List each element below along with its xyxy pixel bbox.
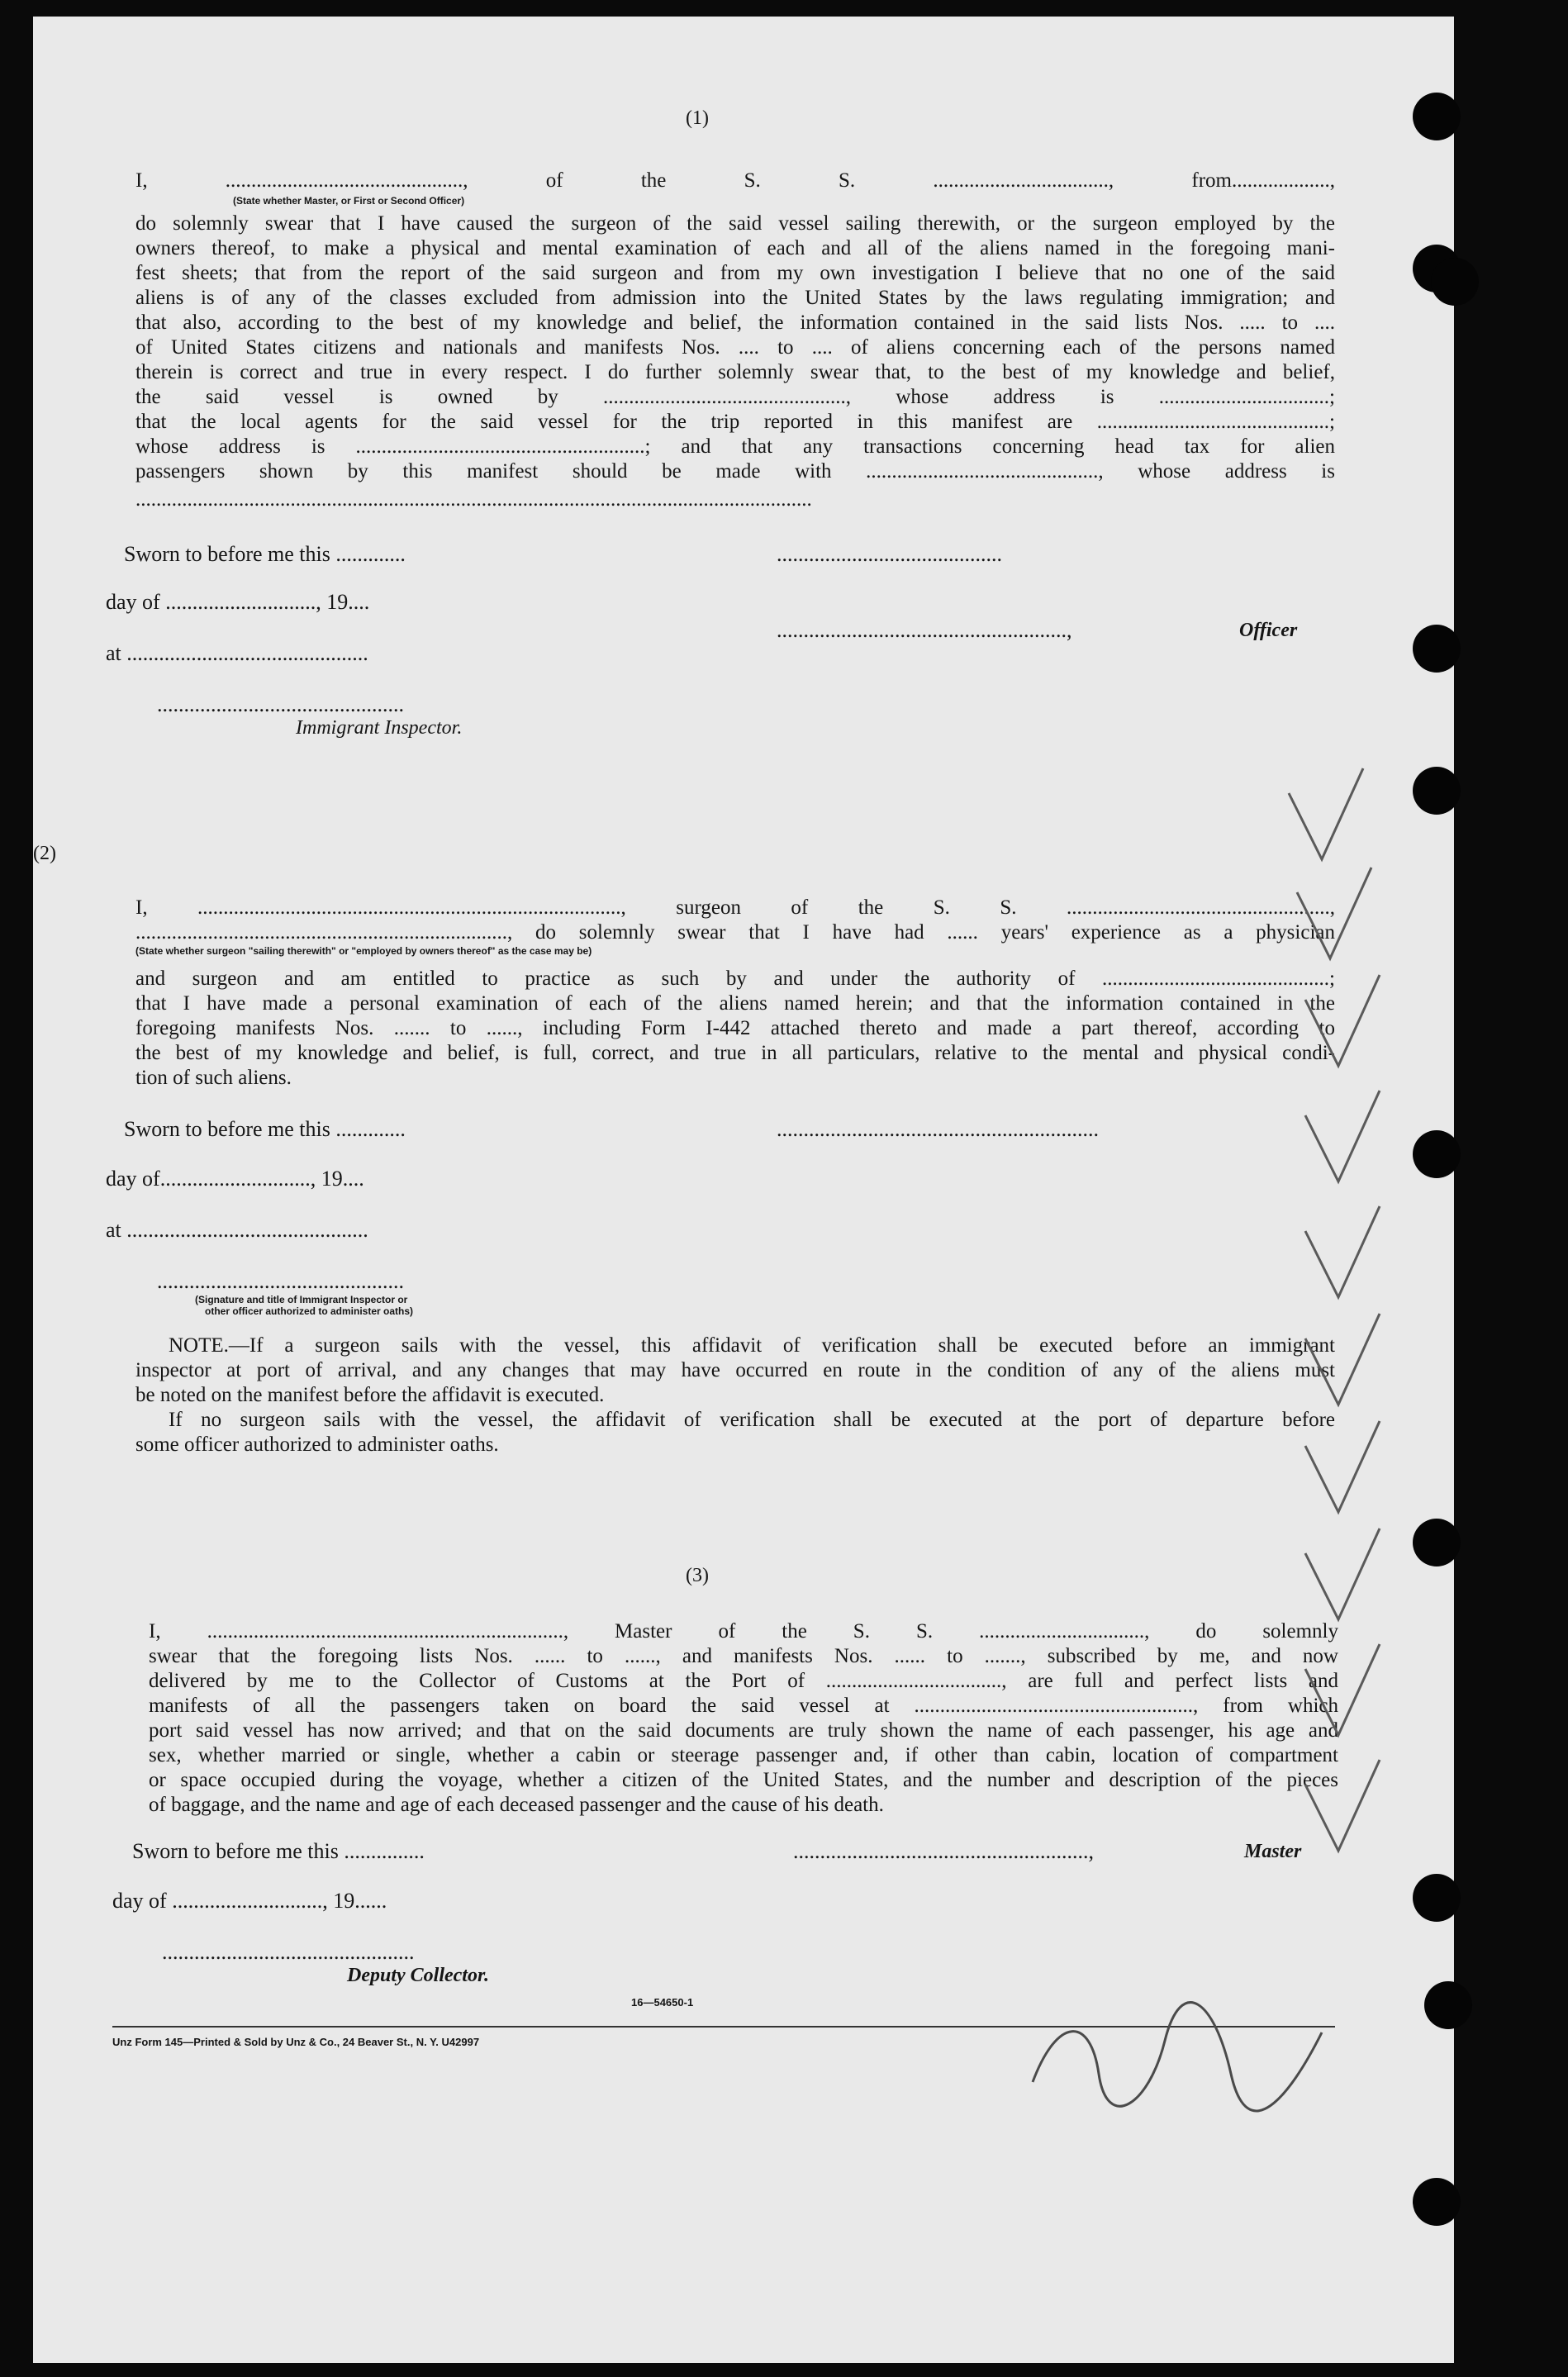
binder-hole xyxy=(1413,93,1461,140)
s1-line: aliens is of any of the classes excluded from admission into the United States by the laws regulating immigration; and xyxy=(135,287,1335,309)
s1-line: owners thereof, to make a physical and mental examination of each and all of the aliens named in the foregoing mani- xyxy=(135,237,1335,259)
manifest-page xyxy=(33,17,1454,2363)
form-code: 16—54650-1 xyxy=(631,1996,694,2009)
s3-line: port said vessel has now arrived; and that on the said documents are truly shown the name of each passenger, his age and xyxy=(149,1719,1338,1742)
binder-hole xyxy=(1413,1130,1461,1178)
s1-line: of United States citizens and nationals and manifests Nos. .... to .... of aliens concerning each of the persons named xyxy=(135,336,1335,359)
section-3-number: (3) xyxy=(686,1565,709,1586)
s3-line: sex, whether married or single, whether a cabin or steerage passenger and, if other than cabin, location of compartment xyxy=(149,1744,1338,1766)
s1-line: that the local agents for the said vessel for the trip reported in this manifest are .............................................; xyxy=(135,411,1335,433)
s3-line: delivered by me to the Collector of Customs at the Port of .................................., are full and perfect lists and xyxy=(149,1670,1338,1692)
s2-sworn: Sworn to before me this ............. xyxy=(124,1117,406,1141)
s3-collector-dots: ............................................... xyxy=(162,1940,415,1964)
s2-at: at ............................................. xyxy=(106,1218,368,1242)
s3-master-label: Master xyxy=(1244,1841,1302,1862)
binder-hole xyxy=(1413,625,1461,673)
s1-capacity-note: (State whether Master, or First or Second Officer) xyxy=(233,195,465,207)
s2-line: and surgeon and am entitled to practice as such by and under the authority of ............................................; xyxy=(135,967,1335,990)
s2-sig-note-1: (Signature and title of Immigrant Inspector or xyxy=(195,1294,408,1305)
s2-sig-dots: .............................................. xyxy=(157,1269,404,1293)
s2-surgeon-dots: ............................................................ xyxy=(777,1117,1099,1141)
s1-line: therein is correct and true in every respect. I do further solemnly swear that, to the best of my knowledge and belief, xyxy=(135,361,1335,383)
s2-sig-note-2: other officer authorized to administer oaths) xyxy=(205,1305,414,1317)
s2-line: tion of such aliens. xyxy=(135,1067,292,1089)
s3-sworn: Sworn to before me this ............... xyxy=(132,1839,425,1863)
handwritten-check-marks xyxy=(1272,760,1437,1999)
s2-line: that I have made a personal examination of each of the aliens named herein; and that the information contained in the xyxy=(135,992,1335,1015)
s1-inspector-dots: .............................................. xyxy=(157,692,404,716)
s1-inspector-label: Immigrant Inspector. xyxy=(296,717,463,739)
binder-hole xyxy=(1413,1519,1461,1566)
s3-line: swear that the foregoing lists Nos. ...... to ......, and manifests Nos. ...... to ......., subscribed by me, and now xyxy=(149,1645,1338,1667)
note-line: inspector at port of arrival, and any changes that may have occurred en route in the condition of any of the aliens must xyxy=(135,1359,1335,1381)
s3-day: day of ............................, 19...... xyxy=(112,1889,387,1913)
s2-line: I, .................................................................................., surgeon of the S. S. ..................................................., xyxy=(135,896,1335,919)
s1-officer-dots-2: ......................................................, xyxy=(777,618,1072,642)
s3-collector-label: Deputy Collector. xyxy=(347,1965,489,1986)
note-line: be noted on the manifest before the affidavit is executed. xyxy=(135,1384,605,1406)
s1-officer-dots-1: .......................................... xyxy=(777,542,1002,566)
s3-line: manifests of all the passengers taken on board the said vessel at ......................................................, from which xyxy=(149,1695,1338,1717)
section-1-number: (1) xyxy=(686,107,709,129)
binder-hole xyxy=(1413,767,1461,815)
s2-day: day of............................, 19.... xyxy=(106,1167,364,1191)
s2-line: foregoing manifests Nos. ....... to ......, including Form I-442 attached thereto and made a part thereof, according to xyxy=(135,1017,1335,1039)
note-line: some officer authorized to administer oaths. xyxy=(135,1433,499,1456)
binder-hole xyxy=(1424,1981,1472,2029)
s1-line: that also, according to the best of my knowledge and belief, the information contained in the said lists Nos. ..... to .... xyxy=(135,311,1335,334)
handwritten-signature xyxy=(1024,1983,1338,2115)
s3-line: I, ....................................................................., Master of the S. S. ................................, do solemnly xyxy=(149,1620,1338,1643)
s1-line: the said vessel is owned by ..............................................., whose address is .................................; xyxy=(135,386,1335,408)
s1-at: at ............................................. xyxy=(106,641,368,665)
s3-line: of baggage, and the name and age of each deceased passenger and the cause of his death. xyxy=(149,1794,884,1816)
note-line: If no surgeon sails with the vessel, the affidavit of verification shall be executed at the port of departure before xyxy=(169,1409,1335,1431)
note-line: NOTE.—If a surgeon sails with the vessel, this affidavit of verification shall be executed before an immigrant xyxy=(169,1334,1335,1357)
s1-line: whose address is ........................................................; and that any transactions concerning head tax for alien xyxy=(135,435,1335,458)
s1-day: day of ............................, 19.... xyxy=(106,590,370,614)
s1-line: I, .............................................., of the S. S. .................................., from..................., xyxy=(135,169,1335,192)
section-2-number: (2) xyxy=(33,843,56,864)
binder-hole xyxy=(1431,258,1479,306)
s2-line: ........................................................................, do solemnly swear that I have had ...... years' experience as a physician xyxy=(135,921,1335,944)
s1-sworn: Sworn to before me this ............. xyxy=(124,542,406,566)
s1-line: ................................................................................................................................... xyxy=(135,488,812,511)
s1-line: fest sheets; that from the report of the said surgeon and from my own investigation I believe that no one of the said xyxy=(135,262,1335,284)
s2-capacity-note: (State whether surgeon "sailing therewith" or "employed by owners thereof" as the case may be) xyxy=(135,945,592,957)
binder-hole xyxy=(1413,1874,1461,1922)
s2-line: the best of my knowledge and belief, is full, correct, and true in all particulars, relative to the mental and physical condi- xyxy=(135,1042,1335,1064)
printer-imprint: Unz Form 145—Printed & Sold by Unz & Co., 24 Beaver St., N. Y. U42997 xyxy=(112,2036,480,2048)
s1-line: do solemnly swear that I have caused the surgeon of the said vessel sailing therewith, or the surgeon employed by the xyxy=(135,212,1335,235)
s1-officer-label: Officer xyxy=(1239,620,1298,641)
s3-line: or space occupied during the voyage, whether a citizen of the United States, and the number and description of the pieces xyxy=(149,1769,1338,1791)
binder-hole xyxy=(1413,2178,1461,2226)
s3-master-dots: ......................................................., xyxy=(793,1839,1094,1863)
s1-line: passengers shown by this manifest should be made with ............................................., whose address is xyxy=(135,460,1335,483)
